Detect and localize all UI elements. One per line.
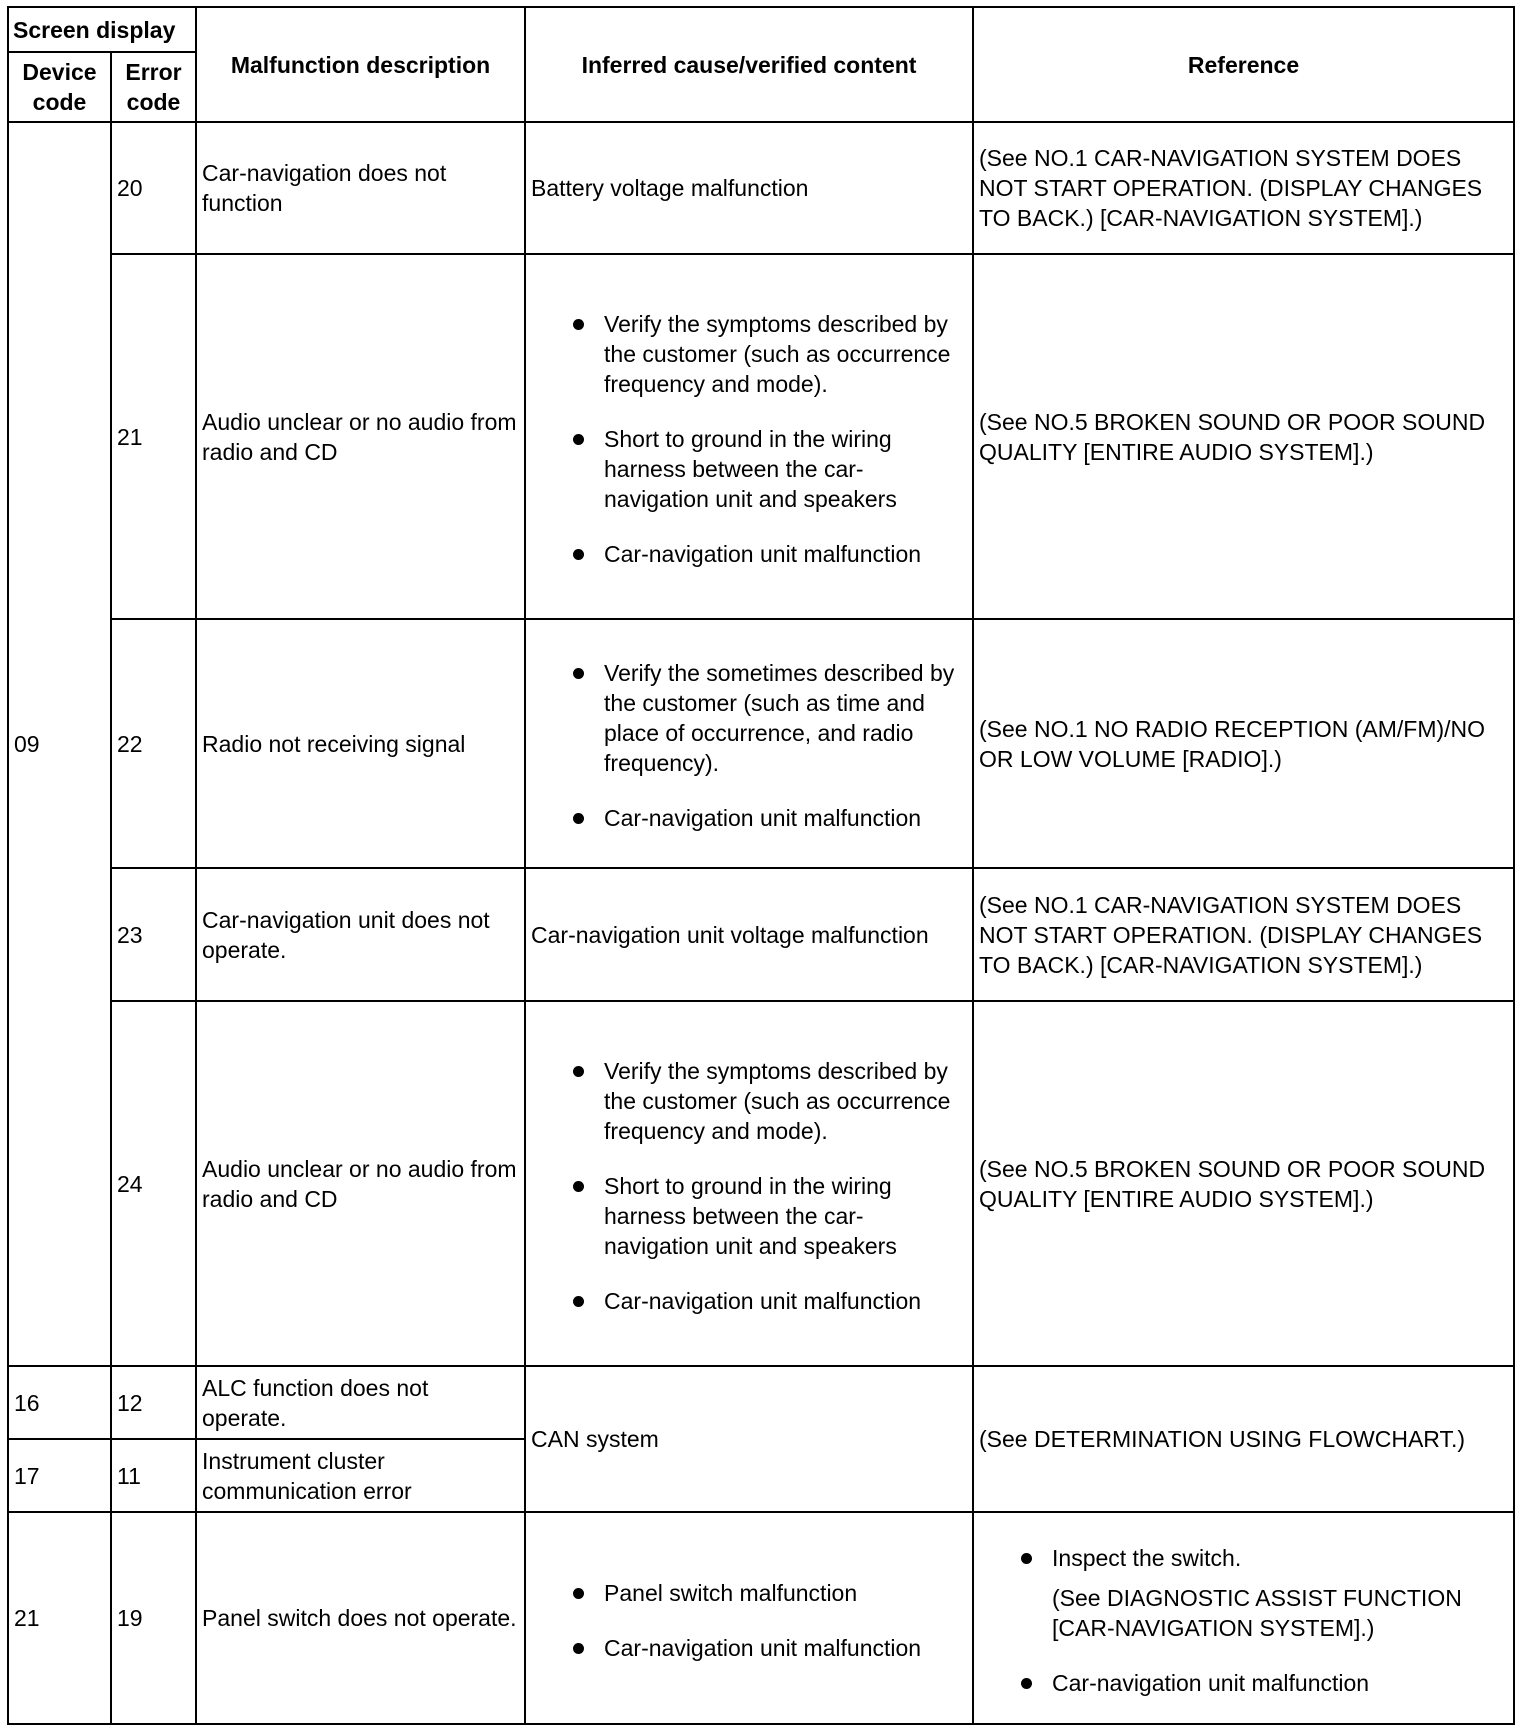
diagnostic-code-table — [7, 6, 1515, 1725]
cause-cell — [525, 619, 973, 868]
reference-cell: (See NO.5 BROKEN SOUND OR POOR SOUND QUALITY [ENTIRE AUDIO SYSTEM].) — [973, 1001, 1514, 1366]
cause-cell: Battery voltage malfunction — [525, 122, 973, 254]
cause-cell: Car-navigation unit voltage malfunction — [525, 868, 973, 1001]
cause-item: Verify the sometimes described by the customer (such as time and place of occurrence, and radio frequency). — [571, 658, 967, 778]
error-code-cell: 19 — [111, 1512, 196, 1724]
cause-cell — [525, 1512, 973, 1724]
error-code-cell: 20 — [111, 122, 196, 254]
diagnostic-table-container — [7, 6, 1515, 1725]
reference-item — [1019, 1543, 1508, 1643]
reference-cell: (See DETERMINATION USING FLOWCHART.) — [973, 1366, 1514, 1512]
cause-item: Car-navigation unit malfunction — [571, 803, 967, 833]
header-row-1 — [8, 7, 1514, 52]
cause-item: Verify the symptoms described by the customer (such as occurrence frequency and mode). — [571, 309, 967, 399]
header-reference: Reference — [973, 7, 1514, 122]
malfunction-cell: Audio unclear or no audio from radio and CD — [196, 1001, 525, 1366]
malfunction-cell: ALC function does not operate. — [196, 1366, 525, 1439]
device-code-cell: 21 — [8, 1512, 111, 1724]
reference-item: Car-navigation unit malfunction — [1019, 1668, 1508, 1698]
header-error-code: Error code — [111, 52, 196, 122]
error-code-cell: 23 — [111, 868, 196, 1001]
header-device-code: Device code — [8, 52, 111, 122]
malfunction-cell: Radio not receiving signal — [196, 619, 525, 868]
error-code-cell: 24 — [111, 1001, 196, 1366]
table-row — [8, 619, 1514, 868]
cause-item: Short to ground in the wiring harness between the car-navigation unit and speakers — [571, 1171, 967, 1261]
reference-note: (See DIAGNOSTIC ASSIST FUNCTION [CAR-NAVIGATION SYSTEM].) — [1052, 1584, 1462, 1641]
error-code-cell: 11 — [111, 1439, 196, 1512]
reference-cell: (See NO.5 BROKEN SOUND OR POOR SOUND QUALITY [ENTIRE AUDIO SYSTEM].) — [973, 254, 1514, 619]
device-code-cell: 16 — [8, 1366, 111, 1439]
malfunction-cell: Car-navigation unit does not operate. — [196, 868, 525, 1001]
error-code-cell: 12 — [111, 1366, 196, 1439]
error-code-cell: 21 — [111, 254, 196, 619]
cause-item: Car-navigation unit malfunction — [571, 1633, 967, 1663]
cause-cell: CAN system — [525, 1366, 973, 1512]
table-row — [8, 122, 1514, 254]
reference-cell: (See NO.1 CAR-NAVIGATION SYSTEM DOES NOT START OPERATION. (DISPLAY CHANGES TO BACK.) [CAR-NAVIGATION SYSTEM].) — [973, 122, 1514, 254]
table-row — [8, 868, 1514, 1001]
error-code-cell: 22 — [111, 619, 196, 868]
reference-cell: (See NO.1 CAR-NAVIGATION SYSTEM DOES NOT START OPERATION. (DISPLAY CHANGES TO BACK.) [CAR-NAVIGATION SYSTEM].) — [973, 868, 1514, 1001]
table-row — [8, 1366, 1514, 1439]
cause-item: Verify the symptoms described by the customer (such as occurrence frequency and mode). — [571, 1056, 967, 1146]
malfunction-cell: Audio unclear or no audio from radio and CD — [196, 254, 525, 619]
cause-cell — [525, 1001, 973, 1366]
cause-cell — [525, 254, 973, 619]
malfunction-cell: Car-navigation does not function — [196, 122, 525, 254]
cause-item: Car-navigation unit malfunction — [571, 1286, 967, 1316]
reference-cell: (See NO.1 NO RADIO RECEPTION (AM/FM)/NO OR LOW VOLUME [RADIO].) — [973, 619, 1514, 868]
table-row — [8, 254, 1514, 619]
cause-item: Short to ground in the wiring harness between the car-navigation unit and speakers — [571, 424, 967, 514]
device-code-cell: 09 — [8, 122, 111, 1366]
header-screen-display: Screen display — [8, 7, 196, 52]
malfunction-cell: Instrument cluster communication error — [196, 1439, 525, 1512]
reference-cell — [973, 1512, 1514, 1724]
header-cause: Inferred cause/verified content — [525, 7, 973, 122]
header-malfunction: Malfunction description — [196, 7, 525, 122]
cause-item: Car-navigation unit malfunction — [571, 539, 967, 569]
table-row — [8, 1001, 1514, 1366]
cause-item: Panel switch malfunction — [571, 1578, 967, 1608]
malfunction-cell: Panel switch does not operate. — [196, 1512, 525, 1724]
reference-item-text: Inspect the switch. — [1052, 1544, 1242, 1571]
device-code-cell: 17 — [8, 1439, 111, 1512]
table-row — [8, 1512, 1514, 1724]
